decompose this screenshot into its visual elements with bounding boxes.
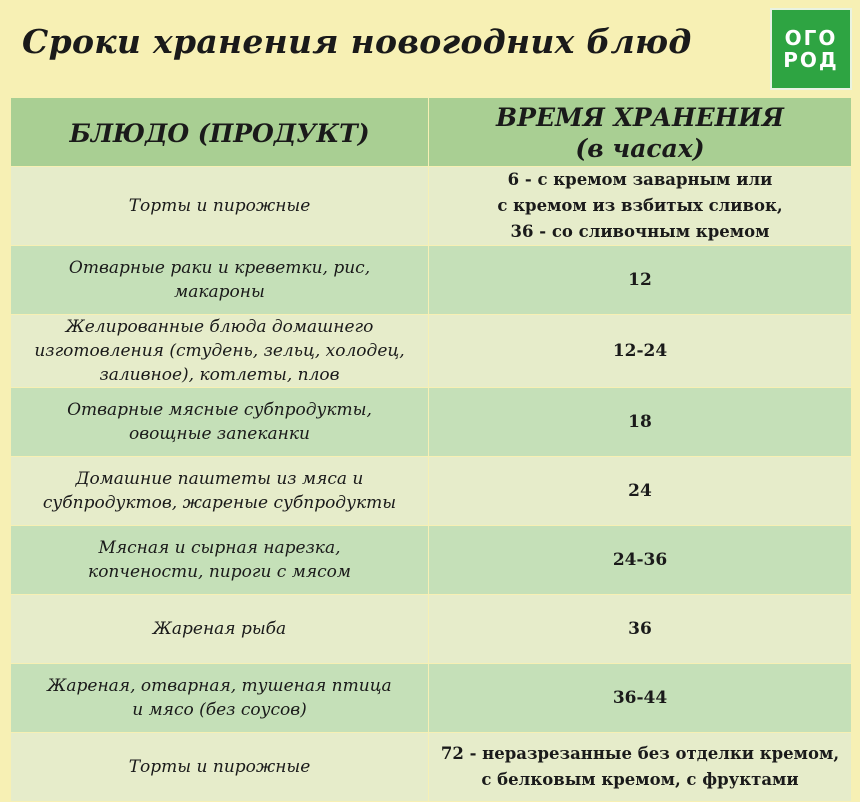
time-cell [429, 733, 852, 802]
table-header-row [11, 98, 852, 167]
time-cell [429, 315, 852, 388]
dish-line: Отварные мясные субпродукты, [67, 400, 372, 420]
time-line: 6 - с кремом заварным или [507, 170, 773, 189]
dish-cell [11, 733, 429, 802]
header-time [429, 98, 852, 167]
table-row [11, 595, 852, 664]
dish-cell [11, 246, 429, 315]
dish-line: Торты и пирожные [128, 196, 311, 216]
logo-text-bottom: РОД [783, 48, 839, 72]
dish-cell [11, 315, 429, 388]
time-line: 12-24 [612, 341, 668, 361]
header-time-label: ВРЕМЯ ХРАНЕНИЯ [496, 103, 784, 132]
table-row [11, 315, 852, 388]
dish-line: Жареная рыба [152, 619, 287, 639]
time-line: 12 [628, 270, 652, 290]
dish-line: изготовления (студень, зельц, холодец, [34, 341, 405, 361]
time-line: 36 [628, 619, 652, 639]
time-line: 36 - со сливочным кремом [510, 222, 770, 241]
table-row [11, 733, 852, 802]
time-cell [429, 246, 852, 315]
table-row [11, 457, 852, 526]
time-cell [429, 526, 852, 595]
time-cell [429, 595, 852, 664]
dish-line: субпродуктов, жареные субпродукты [42, 493, 397, 513]
table-row [11, 526, 852, 595]
table-row [11, 664, 852, 733]
dish-line: Мясная и сырная нарезка, [98, 538, 341, 558]
time-line: 72 - неразрезанные без отделки кремом, [440, 744, 840, 763]
dish-line: Желированные блюда домашнего [65, 317, 374, 337]
dish-line: и мясо (без соусов) [132, 700, 307, 720]
dish-line: макароны [174, 282, 265, 302]
table-row [11, 167, 852, 246]
header-time-unit: (в часах) [575, 134, 705, 163]
dish-line: заливное), котлеты, плов [99, 365, 340, 385]
time-line: с белковым кремом, с фруктами [481, 770, 799, 789]
time-line: 36-44 [612, 688, 668, 708]
time-cell [429, 388, 852, 457]
dish-cell [11, 167, 429, 246]
time-cell [429, 664, 852, 733]
time-line: 18 [628, 412, 652, 432]
storage-table [10, 97, 852, 802]
table-row [11, 388, 852, 457]
page-title: Сроки хранения новогодних блюд [22, 22, 692, 61]
dish-cell [11, 526, 429, 595]
table-row [11, 246, 852, 315]
dish-cell [11, 664, 429, 733]
dish-line: Отварные раки и креветки, рис, [68, 258, 371, 278]
time-cell [429, 167, 852, 246]
header-dish [11, 98, 429, 167]
dish-line: овощные запеканки [129, 424, 310, 444]
ogorod-logo[interactable] [770, 8, 852, 90]
dish-cell [11, 595, 429, 664]
logo-text-top: ОГО [784, 26, 838, 50]
dish-cell [11, 457, 429, 526]
dish-line: Торты и пирожные [128, 757, 311, 777]
time-line: 24-36 [612, 550, 668, 570]
dish-line: копчености, пироги с мясом [88, 562, 351, 582]
time-line: 24 [628, 481, 652, 501]
dish-line: Жареная, отварная, тушеная птица [47, 676, 392, 696]
time-cell [429, 457, 852, 526]
dish-cell [11, 388, 429, 457]
time-line: с кремом из взбитых сливок, [497, 196, 783, 215]
dish-line: Домашние паштеты из мяса и [75, 469, 364, 489]
header-dish-label: БЛЮДО (ПРОДУКТ) [69, 118, 370, 148]
